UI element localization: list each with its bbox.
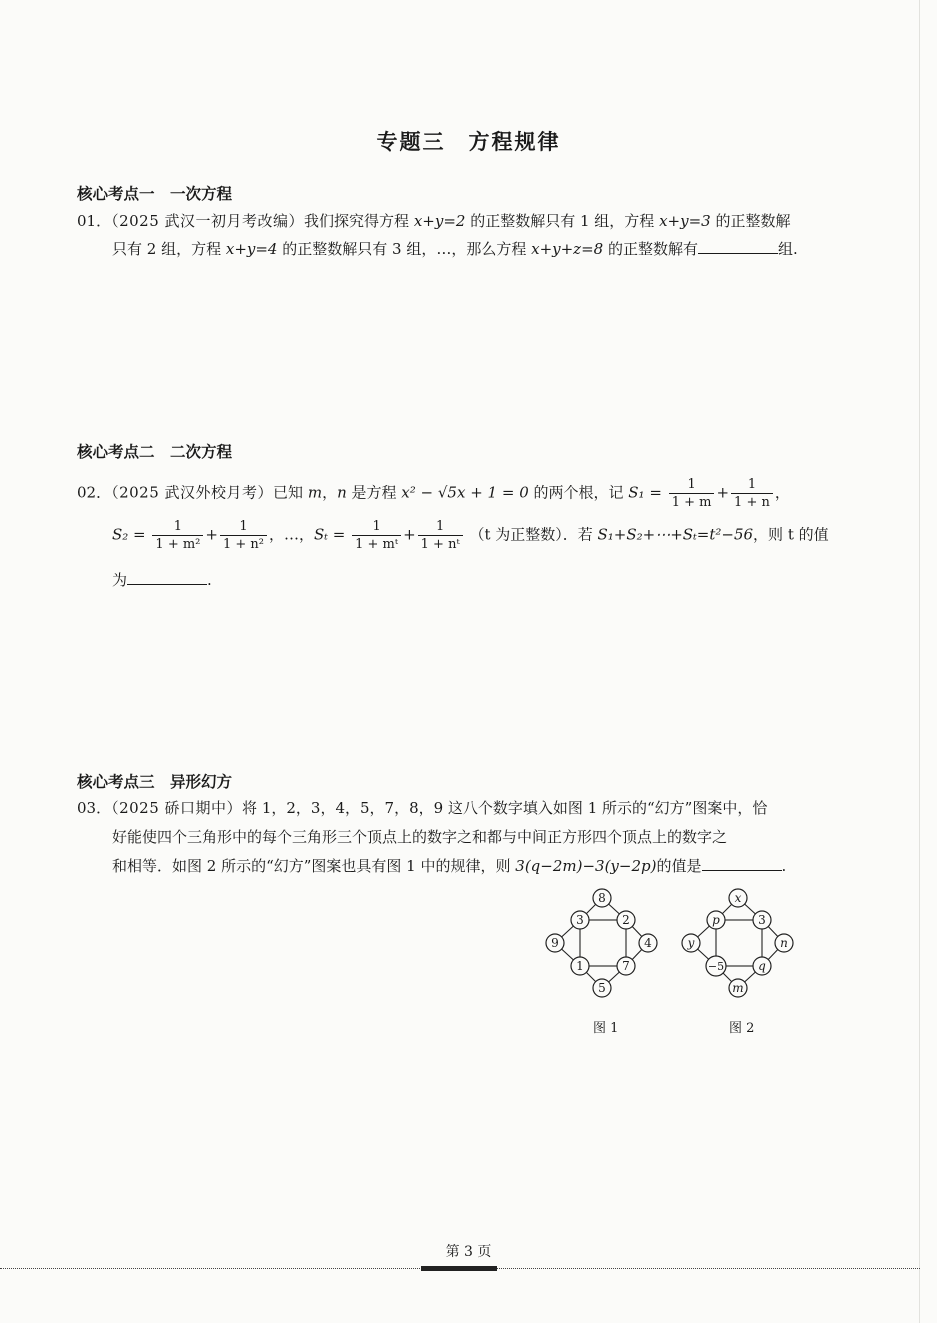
q1-eq-c: x+y=4 <box>225 240 278 258</box>
node-right: n <box>780 936 788 950</box>
figure-1-caption: 图 1 <box>593 1021 619 1036</box>
q1-eq-d: x+y+z=8 <box>531 240 604 258</box>
footer-tab-mark <box>421 1266 497 1271</box>
q3-text-3b: 的值是 <box>656 857 702 875</box>
node-inner-tr: 3 <box>758 913 766 927</box>
q2-line-1: 02．（2025 武汉外校月考）已知 m，n 是方程 x² − √5x + 1 = 0 的两个根，记 S₁ = $\frac{1}{1 + m}$ + $\frac{1}{1 + n}$ ， <box>77 477 790 510</box>
q3-line-3 <box>112 855 786 876</box>
q1-answer-blank[interactable] <box>698 239 778 254</box>
q2-frac-1m2 <box>152 518 203 553</box>
node-top: x <box>734 891 742 905</box>
q1-number: 01． <box>77 212 112 230</box>
q2-text-b: 是方程 <box>346 483 402 502</box>
q1-text-b: 的正整数解只有 1 组，方程 <box>465 212 660 230</box>
q2-sum-eq: S₁+S₂+⋯+Sₜ=t²−56 <box>597 525 754 544</box>
q1-text-a: 我们探究得方程 <box>304 212 414 230</box>
q2-line-2: S₂ = $\frac{1}{\text{1 + m²}}$ + $\frac{1}{\text{1 + n²}}$ ，…，Sₜ = $\frac{1}{\text{1 + mᵗ}}$ + $\frac{1}{\text{1 + nᵗ}}$ （t 为正整数）．若 S₁+S₂+⋯+Sₜ=t²−56，则 t 的值 <box>112 519 829 552</box>
q1-end: 组. <box>777 240 798 258</box>
section-heading-2: 核心考点二 二次方程 <box>77 443 233 461</box>
q2-frac-1nt <box>418 518 463 553</box>
q3-source: （2025 硚口期中） <box>111 799 243 817</box>
node-left: 9 <box>551 936 559 950</box>
magic-figure-2 <box>676 888 802 1006</box>
q3-end: . <box>781 857 787 875</box>
q3-text-3a: 和相等．如图 2 所示的“幻方”图案也具有图 1 中的规律，则 <box>112 857 516 875</box>
q1-source: （2025 武汉一初月考改编） <box>111 212 305 230</box>
q1-line-1 <box>77 210 790 231</box>
frac-numerator: 1 <box>418 518 463 536</box>
q2-number: 02． <box>77 483 112 502</box>
q3-line-1 <box>77 797 767 818</box>
q1-text-f: 的正整数解有 <box>603 240 698 258</box>
node-inner-tr: 2 <box>622 913 630 927</box>
q1-eq-b: x+y=3 <box>659 212 711 230</box>
frac-denominator: 1 + n² <box>222 537 264 552</box>
q2-text-e: 为 <box>112 571 128 589</box>
node-inner-tl: 3 <box>576 913 584 927</box>
frac-numerator: 1 <box>352 518 401 536</box>
frac-numerator: 1 <box>220 518 267 536</box>
q3-line-2 <box>112 826 727 847</box>
q1-text-d: 只有 2 组，方程 <box>112 240 226 258</box>
node-right: 4 <box>644 936 652 950</box>
q2-comma: ， <box>322 483 338 502</box>
node-inner-tl: p <box>712 913 720 927</box>
q3-text-1: 将 1，2，3，4，5，7，8，9 这八个数字填入如图 1 所示的“幻方”图案中，恰 <box>242 799 768 817</box>
node-left: y <box>687 936 695 950</box>
q1-text-c: 的正整数解 <box>710 212 791 230</box>
node-inner-br: q <box>758 959 766 973</box>
inner-square <box>580 920 626 966</box>
q2-text-d: ，则 t 的值 <box>753 525 829 544</box>
q2-ellipsis: ，…， <box>268 525 314 544</box>
q2-frac-1m <box>669 476 715 511</box>
q2-answer-blank[interactable] <box>127 570 207 585</box>
frac-denominator: 1 + m² <box>155 537 201 552</box>
frac-denominator: 1 + mᵗ <box>355 537 399 552</box>
q2-var-m: m <box>307 483 323 502</box>
q1-text-e: 的正整数解只有 3 组，…，那么方程 <box>277 240 532 258</box>
node-top: 8 <box>598 891 606 905</box>
q2-line-3 <box>112 569 212 590</box>
magic-figure-1 <box>540 888 666 1006</box>
page-title: 专题三 方程规律 <box>376 130 561 154</box>
q2-s2-label: S₂ = <box>112 525 146 544</box>
figure-2-caption: 图 2 <box>729 1021 755 1036</box>
q3-expr: 3(q−2m)−3(y−2p) <box>515 857 657 875</box>
frac-numerator: 1 <box>731 476 773 494</box>
frac-denominator: 1 + n <box>734 495 770 510</box>
q1-eq-a: x+y=2 <box>413 212 466 230</box>
q2-end: . <box>207 571 212 589</box>
frac-denominator: 1 + m <box>671 495 712 510</box>
q2-var-n: n <box>337 483 347 502</box>
q1-line-2 <box>112 238 798 259</box>
q2-frac-1n2 <box>220 518 267 553</box>
node-inner-bl: 1 <box>576 959 584 973</box>
frac-numerator: 1 <box>669 476 715 494</box>
q2-source: （2025 武汉外校月考） <box>111 483 274 502</box>
page-number: 第 3 页 <box>445 1244 492 1260</box>
node-inner-bl: −5 <box>707 960 725 973</box>
q3-number: 03． <box>77 799 112 817</box>
q2-text-c: 的两个根，记 <box>528 483 629 502</box>
frac-numerator: 1 <box>152 518 203 536</box>
frac-denominator: 1 + nᵗ <box>420 537 460 552</box>
q3-text-2: 好能使四个三角形中的每个三角形三个顶点上的数字之和都与中间正方形四个顶点上的数字之 <box>112 828 728 846</box>
section-heading-3: 核心考点三 异形幻方 <box>77 773 233 791</box>
node-bottom: m <box>732 981 744 995</box>
node-inner-br: 7 <box>622 959 630 973</box>
q2-text-a: 已知 <box>273 483 308 502</box>
q2-frac-1n <box>731 476 773 511</box>
q3-answer-blank[interactable] <box>702 856 782 871</box>
q2-st-label: Sₜ = <box>314 525 346 544</box>
q2-frac-1mt <box>352 518 401 553</box>
q2-s1-label: S₁ = <box>628 483 662 502</box>
section-heading-1: 核心考点一 一次方程 <box>77 185 233 203</box>
scan-edge <box>919 0 920 1323</box>
q2-equation: x² − √5x + 1 = 0 <box>401 483 529 502</box>
node-bottom: 5 <box>598 981 606 995</box>
q2-t-note: （t 为正整数）．若 <box>469 525 598 544</box>
